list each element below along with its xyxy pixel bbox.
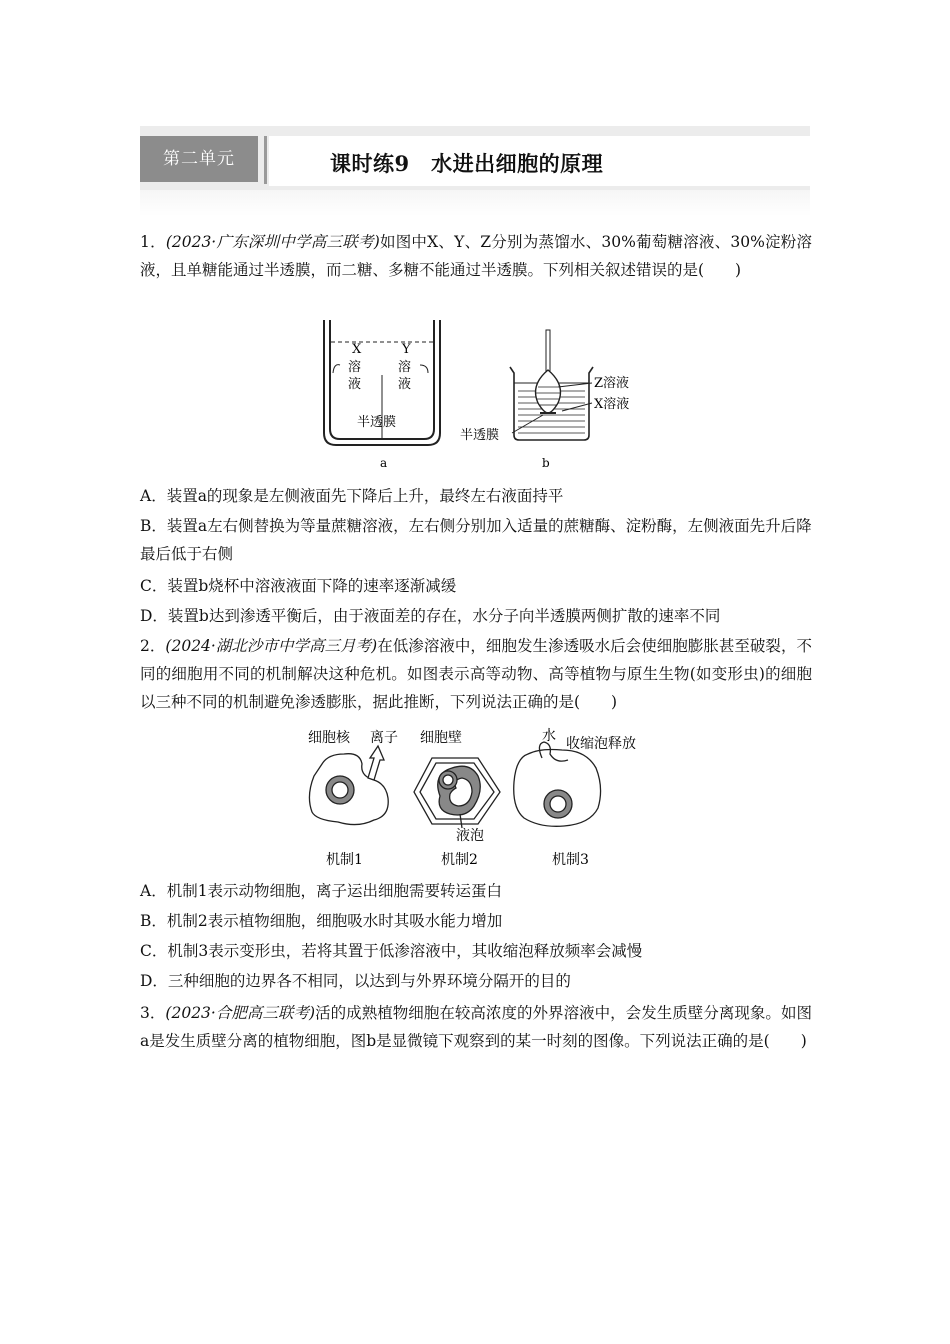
device-a-x-ye: 液 [348,377,362,392]
figure-osmotic-mechanisms [300,724,660,872]
device-a-x-letter: X [352,342,362,357]
label-contractile-vacuole: 收缩泡释放 [566,736,636,752]
device-b-x-label: X溶液 [594,397,630,412]
question-1-option-a[interactable]: A．装置a的现象是左侧液面先下降后上升，最终左右液面持平 [140,487,564,505]
label-cell-wall: 细胞壁 [420,730,462,746]
question-2-option-b[interactable]: B．机制2表示植物细胞，细胞吸水时其吸水能力增加 [140,912,503,930]
label-ion: 离子 [370,730,398,746]
device-b-z-label: Z溶液 [594,376,630,391]
question-number: 1． [140,233,166,251]
question-1-option-c[interactable]: C．装置b烧杯中溶液液面下降的速率逐渐减缓 [140,577,457,595]
device-a-caption: a [380,456,388,470]
question-1-stem [140,228,812,284]
question-text: 如图中X、Y、Z分别为蒸馏水、30%葡萄糖溶液、30%淀粉溶液，且单糖能通过半透膜，而二糖、多糖不能通过半透膜。下列相关叙述错误的是( ) [140,233,812,279]
device-b [510,330,593,440]
question-source: (2023·合肥高三联考) [165,1004,316,1022]
label-water: 水 [542,728,556,744]
lesson-title: 课时练9 水进出细胞的原理 [330,151,604,176]
question-number: 2． [140,637,166,655]
label-vacuole: 液泡 [456,828,484,844]
device-a-x-rong: 溶 [348,360,362,375]
label-nucleus: 细胞核 [308,730,350,746]
device-a-y-ye: 液 [398,377,412,392]
unit-tag: 第二单元 [140,136,258,182]
question-source: (2024·湖北沙市中学高三月考) [165,637,378,655]
question-1-option-d[interactable]: D．装置b达到渗透平衡后，由于液面差的存在，水分子向半透膜两侧扩散的速率不同 [140,607,721,625]
question-text: 活的成熟植物细胞在较高浓度的外界溶液中，会发生质壁分离现象。如图a是发生质壁分离的植物细胞，图b是显微镜下观察到的某一时刻的图像。下列说法正确的是( ) [140,1004,812,1050]
label-mechanism-1: 机制1 [326,852,363,868]
animal-cell [309,746,388,825]
figure-osmosis-devices [300,315,660,477]
question-2-stem [140,632,812,716]
question-2-option-c[interactable]: C．机制3表示变形虫，若将其置于低渗溶液中，其收缩泡释放频率会减慢 [140,942,643,960]
device-b-membrane-label: 半透膜 [460,428,500,443]
question-2-option-a[interactable]: A．机制1表示动物细胞，离子运出细胞需要转运蛋白 [140,882,503,900]
header-divider [264,136,267,184]
label-mechanism-2: 机制2 [441,852,478,868]
amoeba-cell [514,742,601,826]
device-b-caption: b [542,456,550,470]
lesson-header [140,126,810,190]
header-shadow [140,190,810,216]
question-3-stem [140,999,812,1055]
device-a-membrane-label: 半透膜 [357,415,397,430]
question-1-option-b[interactable]: B．装置a左右侧替换为等量蔗糖溶液，左右侧分别加入适量的蔗糖酶、淀粉酶，左侧液面先升后降最后低于右侧 [140,517,812,563]
question-number: 3． [140,1004,166,1022]
device-a-y-rong: 溶 [398,360,412,375]
question-source: (2023·广东深圳中学高三联考) [165,233,380,251]
device-a-y-letter: Y [402,342,411,357]
label-mechanism-3: 机制3 [552,852,589,868]
question-text: 在低渗溶液中，细胞发生渗透吸水后会使细胞膨胀甚至破裂，不同的细胞用不同的机制解决这种危机。如图表示高等动物、高等植物与原生生物(如变形虫)的细胞以三种不同的机制避免渗透膨胀，据此推断，下列说法正确的是( ) [140,637,812,711]
plant-cell [414,758,500,828]
question-2-option-d[interactable]: D．三种细胞的边界各不相同，以达到与外界环境分隔开的目的 [140,972,571,990]
